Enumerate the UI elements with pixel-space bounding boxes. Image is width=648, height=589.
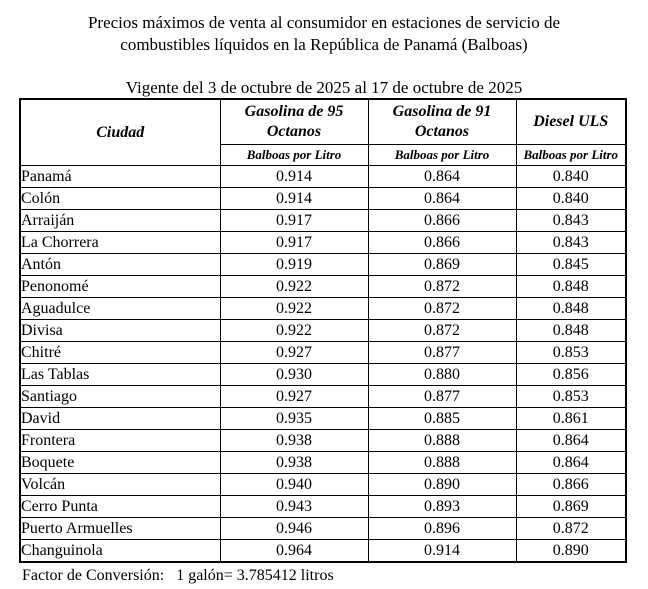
- city-cell: Penonomé: [20, 276, 220, 298]
- city-cell: Cerro Punta: [20, 496, 220, 518]
- gas91-cell: 0.877: [368, 342, 516, 364]
- unit-diesel: Balboas por Litro: [516, 145, 626, 166]
- diesel-cell: 0.864: [516, 452, 626, 474]
- table-row: [20, 210, 626, 232]
- diesel-cell: 0.866: [516, 474, 626, 496]
- diesel-cell: 0.869: [516, 496, 626, 518]
- gas95-cell: 0.927: [220, 342, 368, 364]
- gas95-cell: 0.943: [220, 496, 368, 518]
- unit-gas95: Balboas por Litro: [220, 145, 368, 166]
- gas91-cell: 0.872: [368, 320, 516, 342]
- conversion-factor: [22, 566, 334, 586]
- city-cell: Frontera: [20, 430, 220, 452]
- city-cell: Colón: [20, 188, 220, 210]
- gas91-cell: 0.866: [368, 210, 516, 232]
- fuel-price-table: [19, 98, 627, 563]
- city-cell: Chitré: [20, 342, 220, 364]
- title-line-1: Precios máximos de venta al consumidor en estaciones de servicio de: [87, 13, 561, 32]
- gas95-cell: 0.917: [220, 232, 368, 254]
- table-row: [20, 342, 626, 364]
- diesel-cell: 0.845: [516, 254, 626, 276]
- table-row: [20, 232, 626, 254]
- city-cell: Boquete: [20, 452, 220, 474]
- diesel-cell: 0.853: [516, 342, 626, 364]
- gas95-cell: 0.922: [220, 298, 368, 320]
- gas95-cell: 0.922: [220, 320, 368, 342]
- gas91-cell: 0.890: [368, 474, 516, 496]
- table-row: [20, 188, 626, 210]
- gas91-cell: 0.872: [368, 276, 516, 298]
- city-cell: Divisa: [20, 320, 220, 342]
- diesel-cell: 0.843: [516, 232, 626, 254]
- gas95-cell: 0.914: [220, 166, 368, 188]
- gas91-cell: 0.869: [368, 254, 516, 276]
- city-cell: Aguadulce: [20, 298, 220, 320]
- gas95-cell: 0.940: [220, 474, 368, 496]
- validity-period: Vigente del 3 de octubre de 2025 al 17 de octubre de 2025: [125, 78, 523, 97]
- diesel-cell: 0.843: [516, 210, 626, 232]
- header-row: [20, 99, 626, 145]
- diesel-cell: 0.864: [516, 430, 626, 452]
- gas91-cell: 0.872: [368, 298, 516, 320]
- gas95-cell: 0.964: [220, 540, 368, 563]
- gas91-cell: 0.866: [368, 232, 516, 254]
- document-title: [0, 12, 648, 56]
- gas95-cell: 0.927: [220, 386, 368, 408]
- gas91-cell: 0.877: [368, 386, 516, 408]
- gas91-cell: 0.888: [368, 430, 516, 452]
- title-line-2: combustibles líquidos en la República de Panamá (Balboas): [120, 35, 528, 54]
- gas95-cell: 0.946: [220, 518, 368, 540]
- city-cell: Las Tablas: [20, 364, 220, 386]
- diesel-cell: 0.840: [516, 166, 626, 188]
- table-row: [20, 276, 626, 298]
- gas95-cell: 0.930: [220, 364, 368, 386]
- gas95-cell: 0.917: [220, 210, 368, 232]
- gas95-cell: 0.914: [220, 188, 368, 210]
- table-row: [20, 254, 626, 276]
- gas91-cell: 0.864: [368, 188, 516, 210]
- header-gas95: Gasolina de 95 Octanos: [220, 99, 368, 145]
- table-row: [20, 408, 626, 430]
- diesel-cell: 0.856: [516, 364, 626, 386]
- diesel-cell: 0.853: [516, 386, 626, 408]
- city-cell: Puerto Armuelles: [20, 518, 220, 540]
- gas91-cell: 0.914: [368, 540, 516, 563]
- table-row: [20, 320, 626, 342]
- table-row: [20, 518, 626, 540]
- diesel-cell: 0.848: [516, 298, 626, 320]
- table-row: [20, 496, 626, 518]
- diesel-cell: 0.872: [516, 518, 626, 540]
- table-row: [20, 452, 626, 474]
- header-diesel: Diesel ULS: [516, 99, 626, 145]
- city-cell: Panamá: [20, 166, 220, 188]
- conversion-value: 1 galón= 3.785412 litros: [176, 567, 334, 584]
- gas91-cell: 0.880: [368, 364, 516, 386]
- diesel-cell: 0.848: [516, 320, 626, 342]
- diesel-cell: 0.861: [516, 408, 626, 430]
- header-city: Ciudad: [20, 99, 220, 166]
- gas91-cell: 0.885: [368, 408, 516, 430]
- price-rows: [20, 166, 626, 563]
- gas91-cell: 0.888: [368, 452, 516, 474]
- gas91-cell: 0.893: [368, 496, 516, 518]
- table-row: [20, 474, 626, 496]
- table-row: [20, 298, 626, 320]
- table-row: [20, 364, 626, 386]
- header-gas91: Gasolina de 91 Octanos: [368, 99, 516, 145]
- table-row: [20, 540, 626, 563]
- city-cell: La Chorrera: [20, 232, 220, 254]
- conversion-label: Factor de Conversión:: [22, 567, 165, 584]
- gas95-cell: 0.922: [220, 276, 368, 298]
- city-cell: Santiago: [20, 386, 220, 408]
- diesel-cell: 0.890: [516, 540, 626, 563]
- diesel-cell: 0.840: [516, 188, 626, 210]
- table-row: [20, 386, 626, 408]
- city-cell: Antón: [20, 254, 220, 276]
- gas91-cell: 0.864: [368, 166, 516, 188]
- diesel-cell: 0.848: [516, 276, 626, 298]
- gas95-cell: 0.938: [220, 430, 368, 452]
- city-cell: Changuinola: [20, 540, 220, 563]
- city-cell: Arraiján: [20, 210, 220, 232]
- table-row: [20, 166, 626, 188]
- gas91-cell: 0.896: [368, 518, 516, 540]
- gas95-cell: 0.938: [220, 452, 368, 474]
- table-row: [20, 430, 626, 452]
- gas95-cell: 0.935: [220, 408, 368, 430]
- city-cell: Volcán: [20, 474, 220, 496]
- unit-gas91: Balboas por Litro: [368, 145, 516, 166]
- city-cell: David: [20, 408, 220, 430]
- gas95-cell: 0.919: [220, 254, 368, 276]
